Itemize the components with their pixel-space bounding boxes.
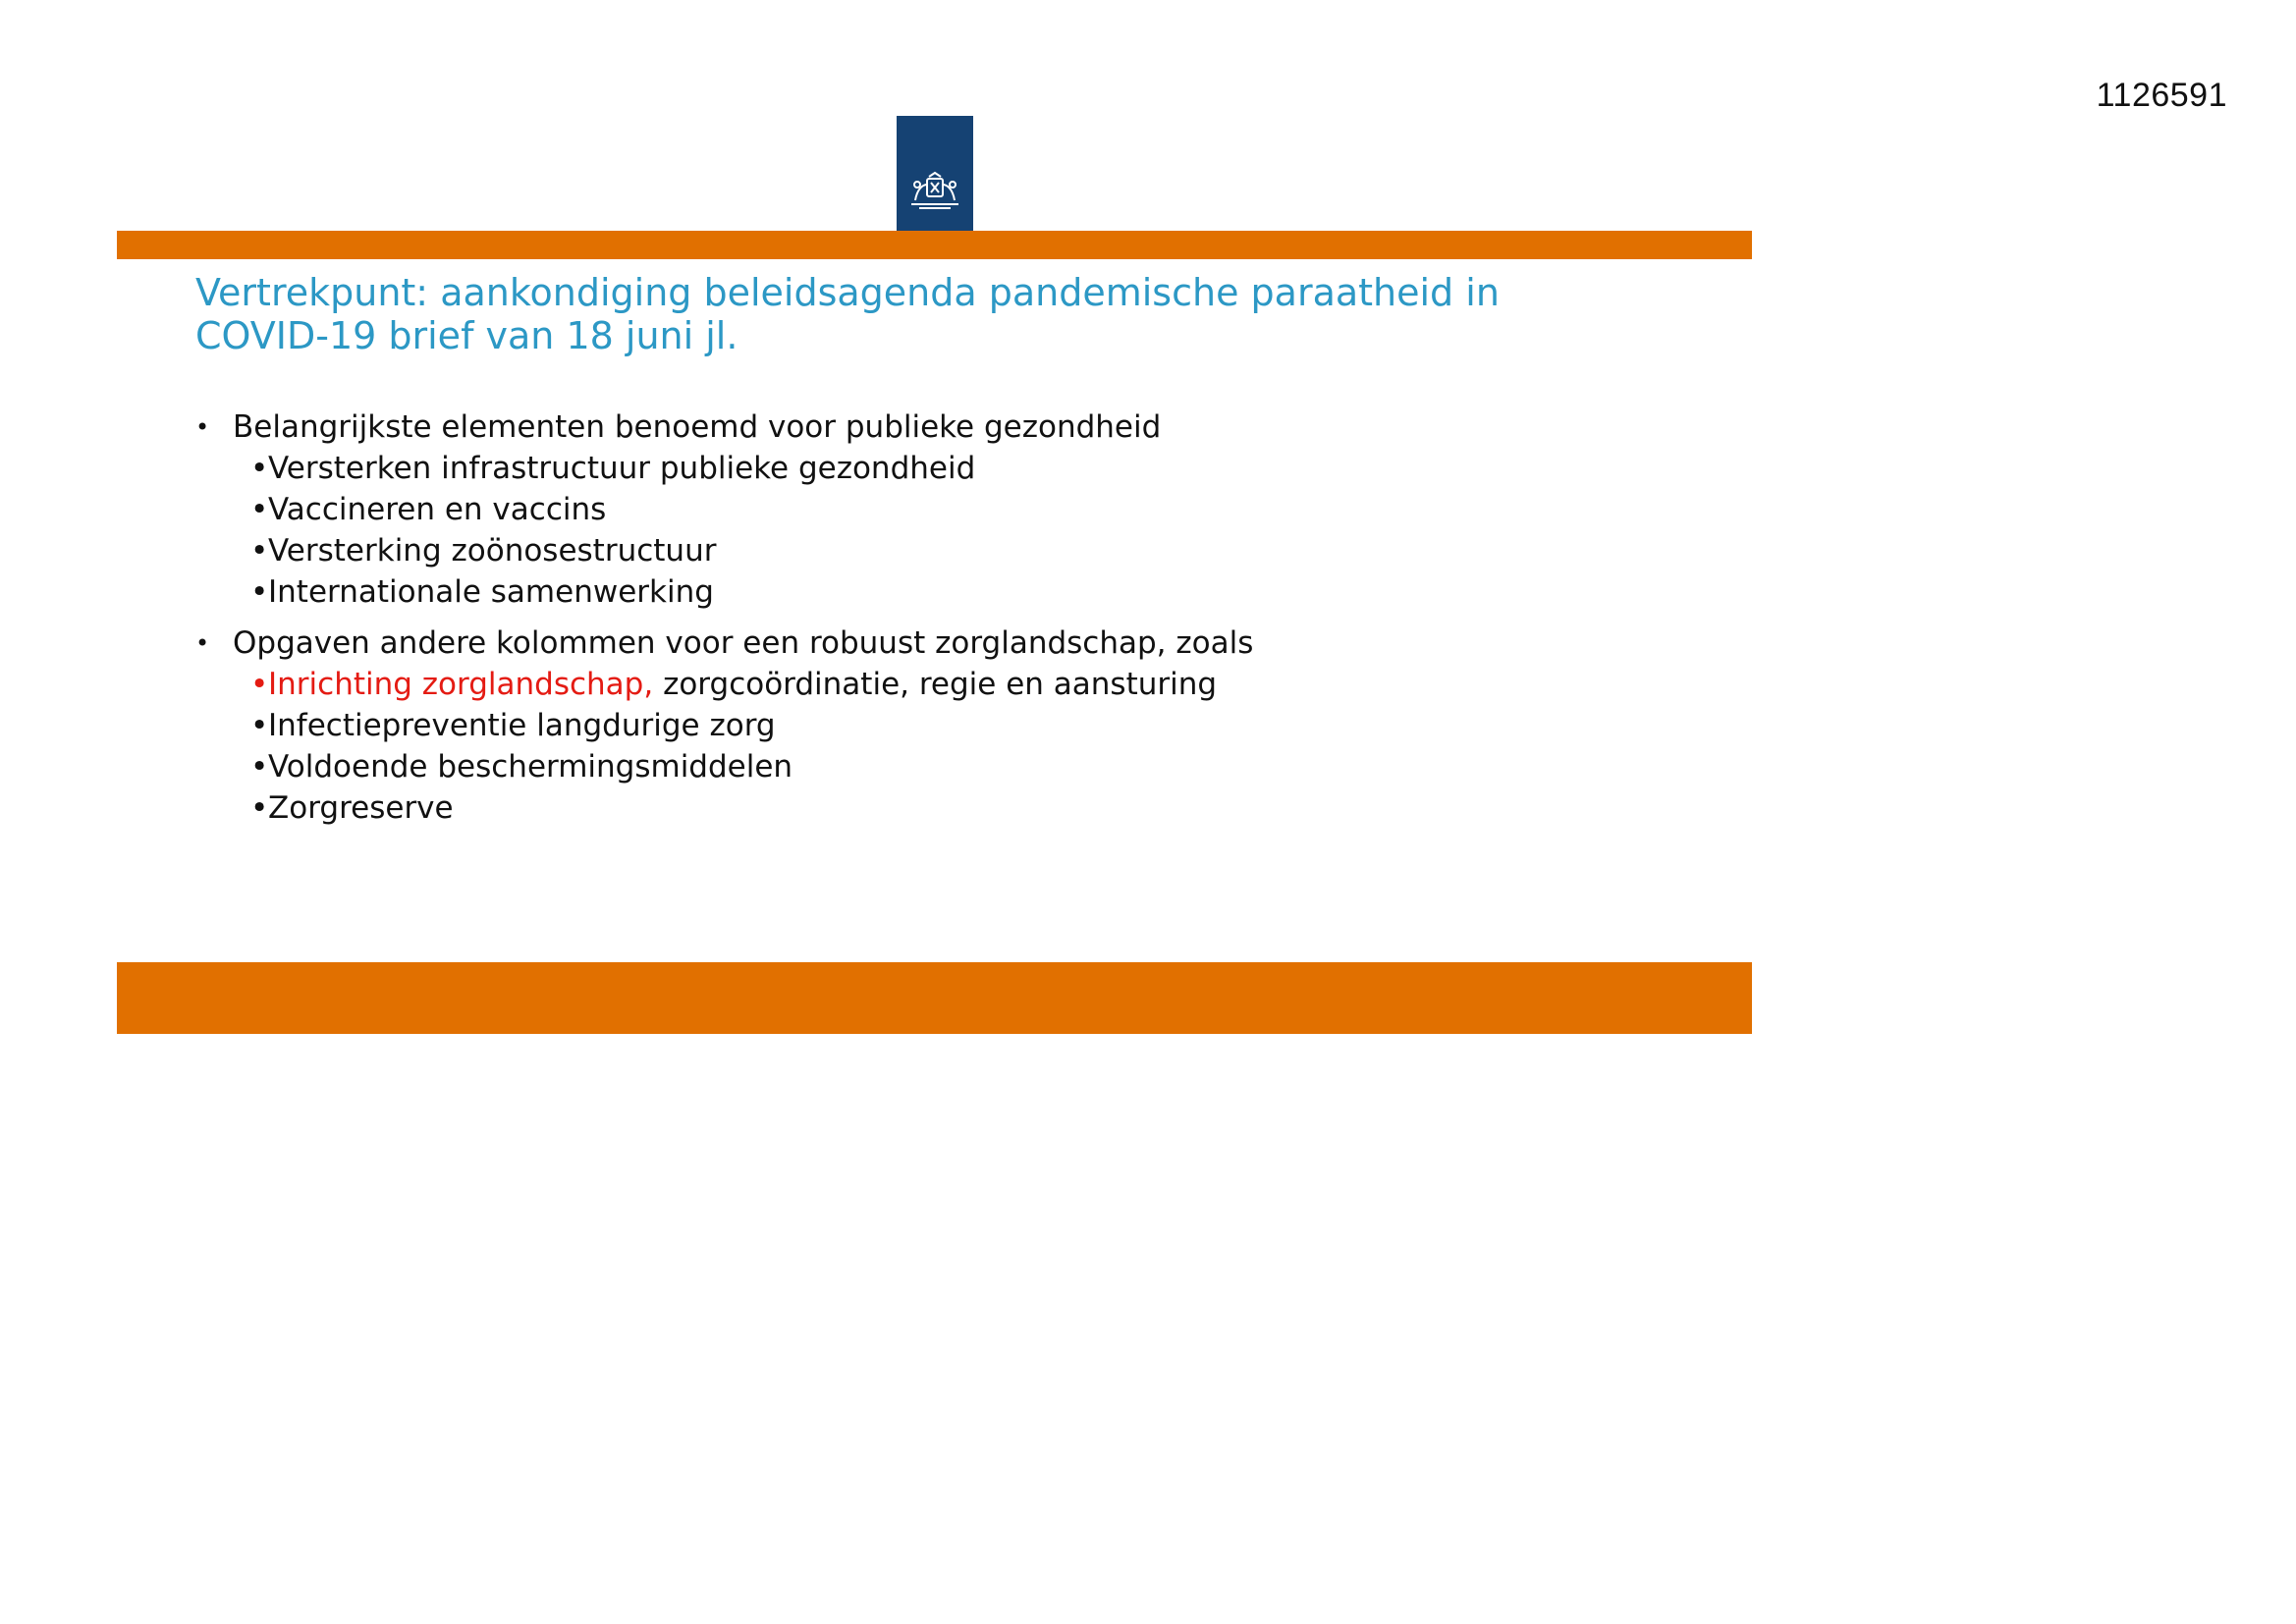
sub-bullet-icon: • [250, 533, 269, 568]
sub-bullet-icon: • [250, 749, 269, 785]
slide [117, 116, 1752, 1034]
rijksoverheid-logo [897, 116, 973, 231]
sub-list [233, 448, 1619, 613]
sub-list-item [250, 448, 1619, 489]
slide-content [195, 406, 1619, 829]
document-number: 1126591 [2096, 77, 2227, 114]
top-accent-band [117, 231, 1752, 259]
sub-bullet-icon: • [250, 574, 269, 610]
sub-item-text: Zorgreserve [268, 790, 454, 826]
slide-title [195, 271, 1619, 357]
bullet-icon: • [195, 413, 210, 441]
slide-title-line-2: COVID-19 brief van 18 juni jl. [195, 314, 738, 357]
royal-coat-of-arms-icon [905, 171, 964, 212]
sub-item-text: Vaccineren en vaccins [268, 492, 607, 527]
sub-list [233, 664, 1619, 829]
sub-list-item [250, 664, 1619, 705]
slide-title-line-1: Vertrekpunt: aankondiging beleidsagenda pandemische paraatheid in [195, 271, 1500, 314]
sub-item-highlight: Inrichting zorglandschap, [268, 667, 654, 702]
sub-list-item [250, 787, 1619, 829]
bottom-accent-band [117, 962, 1752, 1034]
sub-list-item [250, 530, 1619, 571]
sub-item-text: Infectiepreventie langdurige zorg [268, 708, 776, 743]
bullet-item [195, 623, 1619, 829]
sub-item-text: Internationale samenwerking [268, 574, 714, 610]
sub-list-item [250, 571, 1619, 613]
sub-bullet-icon: • [250, 451, 269, 486]
bullet-icon: • [195, 629, 210, 657]
sub-list-item [250, 746, 1619, 787]
sub-list-item [250, 489, 1619, 530]
sub-item-text: Versterken infrastructuur publieke gezondheid [268, 451, 976, 486]
sub-item-text: zorgcoördinatie, regie en aansturing [653, 667, 1218, 702]
bullet-text: Opgaven andere kolommen voor een robuust zorglandschap, zoals [233, 625, 1254, 661]
sub-bullet-icon: • [250, 790, 269, 826]
sub-item-text: Voldoende beschermingsmiddelen [268, 749, 793, 785]
bullet-item [195, 406, 1619, 613]
sub-bullet-icon: • [250, 667, 269, 702]
sub-item-text: Versterking zoönosestructuur [268, 533, 717, 568]
sub-bullet-icon: • [250, 708, 269, 743]
sub-bullet-icon: • [250, 492, 269, 527]
bullet-text: Belangrijkste elementen benoemd voor publieke gezondheid [233, 409, 1162, 445]
sub-list-item [250, 705, 1619, 746]
